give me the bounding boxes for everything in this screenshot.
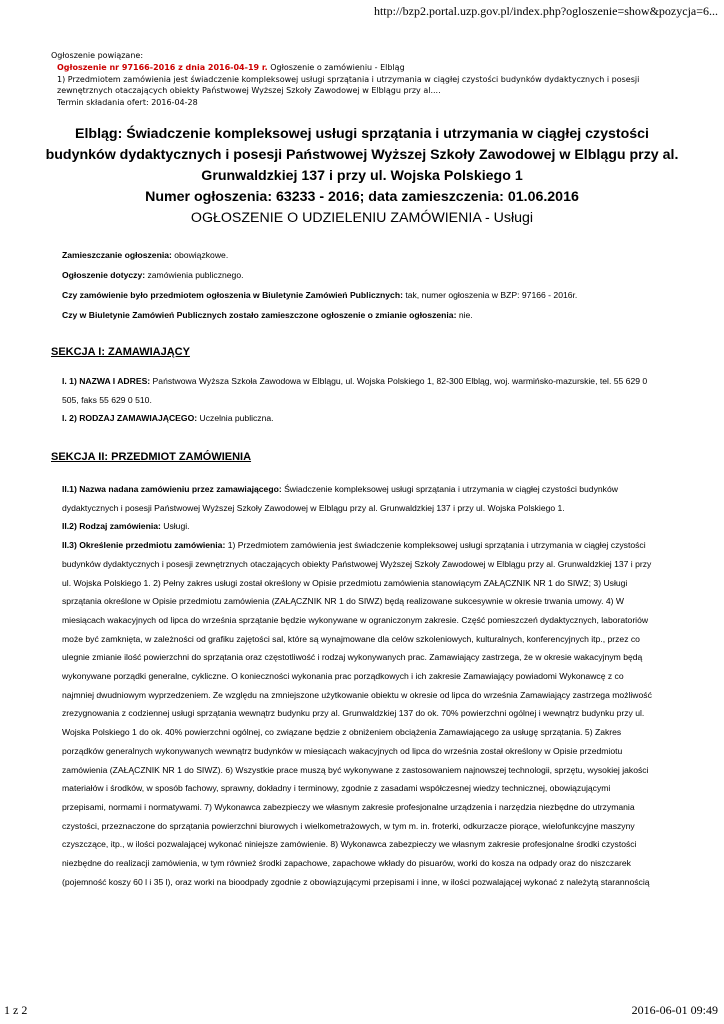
meta-label: Ogłoszenie dotyczy:	[62, 270, 146, 280]
order-kind-entry	[62, 517, 652, 536]
meta-row	[62, 310, 674, 320]
meta-label: Czy w Biuletynie Zamówień Publicznych zostało zamieszczone ogłoszenie o zmianie ogłoszenia:	[62, 310, 457, 320]
order-name-value: Świadczenie kompleksowej usługi sprzątania i utrzymania w ciągłej czystości budynków dydaktycznych i posesji Państwowej Wyższej Szkoły Zawodowej w Elblągu przy al. Grunwaldzkiej 137 i przy ul. Wojska Polskiego 1.	[62, 484, 618, 513]
meta-value: zamówienia publicznego.	[145, 270, 244, 280]
order-name-entry	[62, 480, 652, 517]
page-number: 1 z 2	[4, 1003, 28, 1017]
order-kind-value: Usługi.	[160, 521, 190, 532]
contracting-type-value: Uczelnia publiczna.	[197, 413, 274, 424]
address-label: I. 1) NAZWA I ADRES:	[62, 376, 151, 386]
order-kind-label: II.2) Rodzaj zamówienia:	[62, 521, 161, 532]
meta-value: obowiązkowe.	[171, 250, 229, 260]
meta-row	[62, 290, 674, 300]
section-2-title: SEKCJA II: PRZEDMIOT ZAMÓWIENIA	[51, 451, 252, 463]
related-label: Ogłoszenie powiązane:	[51, 51, 144, 60]
section-1-body	[62, 372, 652, 428]
headline-line-2: budynków dydaktycznych i posesji Państwowej Wyższej Szkoły Zawodowej w Elblągu przy al.	[45, 147, 679, 163]
notice-number: Numer ogłoszenia: 63233 - 2016; data zamieszczenia: 01.06.2016	[145, 189, 579, 205]
section-1-title: SEKCJA I: ZAMAWIAJĄCY	[51, 346, 190, 358]
related-link-line	[51, 62, 674, 74]
contracting-type-label: I. 2) RODZAJ ZAMAWIAJĄCEGO:	[62, 413, 198, 424]
order-description-entry	[62, 536, 652, 891]
meta-label: Czy zamówienie było przedmiotem ogłoszenia w Biuletynie Zamówień Publicznych:	[62, 290, 403, 300]
related-notice	[51, 50, 674, 109]
meta-value: tak, numer ogłoszenia w BZP: 97166 - 2016r.	[402, 290, 578, 300]
order-description-label: II.3) Określenie przedmiotu zamówienia:	[62, 540, 226, 551]
meta-row	[62, 270, 674, 280]
related-description: 1) Przedmiotem zamówienia jest świadczenie kompleksowej usługi sprzątania i utrzymania w ciągłej czystości budynków dydaktycznych i posesji zewnętrznych otaczających obiekty Państwowej Wyższej Szkoły Zawodowej w Elblągu przy al....	[57, 74, 640, 96]
related-notice-link[interactable]: Ogłoszenie nr 97166-2016 z dnia 2016-04-19 r.	[57, 62, 268, 72]
page-url: http://bzp2.portal.uzp.gov.pl/index.php?ogloszenie=show&pozycja=6...	[373, 4, 718, 18]
print-datetime: 2016-06-01 09:49	[631, 1003, 718, 1017]
section-2-body	[62, 480, 652, 891]
meta-value: nie.	[456, 310, 473, 320]
order-name-label: II.1) Nazwa nadana zamówieniu przez zamawiającego:	[62, 484, 282, 494]
headline-line-1: Elbląg: Świadczenie kompleksowej usługi sprzątania i utrzymania w ciągłej czystości	[75, 126, 649, 142]
address-value: Państwowa Wyższa Szkoła Zawodowa w Elblągu, ul. Wojska Polskiego 1, 82-300 Elbląg, woj. warmińsko-mazurskie, tel. 55 629 0 505, faks 55 629 0 510.	[62, 376, 648, 405]
related-deadline: Termin składania ofert: 2016-04-28	[57, 98, 198, 108]
notice-type: OGŁOSZENIE O UDZIELENIU ZAMÓWIENIA - Usługi	[190, 210, 534, 226]
notice-headline	[40, 124, 684, 229]
meta-row	[62, 250, 674, 260]
meta-label: Zamieszczanie ogłoszenia:	[62, 250, 172, 260]
headline-line-3: Grunwaldzkiej 137 i przy ul. Wojska Polskiego 1	[201, 168, 523, 184]
related-link-suffix: Ogłoszenie o zamówieniu - Elbląg	[267, 62, 405, 72]
address-entry	[62, 372, 652, 409]
contracting-type-entry	[62, 409, 652, 428]
order-description-value: 1) Przedmiotem zamówienia jest świadczenie kompleksowej usługi sprzątania i utrzymania w ciągłej czystości budynków dydaktycznych i posesji zewnętrznych otaczających obiekty Państwowej Wyższej Szkoły Zawodowej w Elblągu przy al. Grunwaldzkiej 137 i przy ul. Wojska Polskiego 1. 2) Pełny zakres usługi został określony w Opisie przedmiotu zamówienia stanowiącym ZAŁĄCZNIK NR 1 do SIWZ; 3) Usługi sprzątania określone w Opisie przedmiotu zamówienia (ZAŁĄCZNIK NR 1 do SIWZ) będą realizowane sukcesywnie w okresie trwania umowy. 4) W miesiącach wakacyjnych od lipca do września sprzątanie będzie wykonywane w ograniczonym zakresie. Część pomieszczeń dydaktycznych, laboratoriów może być zamknięta, w zależności od grafiku zajętości sal, które są wynajmowane dla celów szkoleniowych, kulturalnych, konferencyjnych itp., przez co ulegnie zmianie ilość powierzchni do sprzątania oraz częstotliwość i rodzaj wykonywanych prac. Zamawiający zastrzega, że w okresie wakacyjnym będą wykonywane porządki generalne, cykliczne. O konieczności wykonania prac porządkowych i ich zakresie Zamawiający powiadomi Wykonawcę z co najmniej dwudniowym wyprzedzeniem. Ze względu na zmniejszone użytkowanie obiektu w okresie od lipca do września Zamawiający zastrzega możliwość zrezygnowania z codziennej usługi sprzątania wewnątrz budynku przy al. Grunwaldzkiej 137 do ok. 70% powierzchni ogólnej i wewnątrz budynku przy ul. Wojska Polskiego 1 do ok. 40% powierzchni ogólnej, co związane będzie z obniżeniem obciążenia Zamawiającego za usługę sprzątania. 5) Zakres porządków generalnych wykonywanych wewnątrz budynków w miesiącach wakacyjnych od lipca do września został określony w Opisie przedmiotu zamówienia (ZAŁĄCZNIK NR 1 do SIWZ). 6) Wszystkie prace muszą być wykonywane z zastosowaniem najnowszej technologii, sprzętu, wysokiej jakości materiałów i środków, w sposób fachowy, sprawny, dokładny i terminowy, zgodnie z zasadami współczesnej wiedzy technicznej, obowiązującymi przepisami, normami i normatywami. 7) Wykonawca zabezpieczy we własnym zakresie profesjonalne urządzenia i narzędzia niezbędne do utrzymania czystości, przeznaczone do sprzątania powierzchni biurowych i wielkometrażowych, w tym m. in. froterki, odkurzacze piorące, wielofunkcyjne maszyny czyszczące, itp., w ilości pozwalającej wykonać niniejsze zamówienie. 8) Wykonawca zabezpieczy we własnym zakresie profesjonalne środki czystości niezbędne do realizacji zamówienia, w tym również środki zapachowe, zapachowe wkłady do pisuarów, worki do kosza na odpady oraz do niszczarek (pojemność koszy 60 l i 35 l), oraz worki na bioodpady zgodnie z obowiązującymi przepisami i inne, w ilości pozwalającej wykonać z należytą starannością	[62, 540, 652, 887]
